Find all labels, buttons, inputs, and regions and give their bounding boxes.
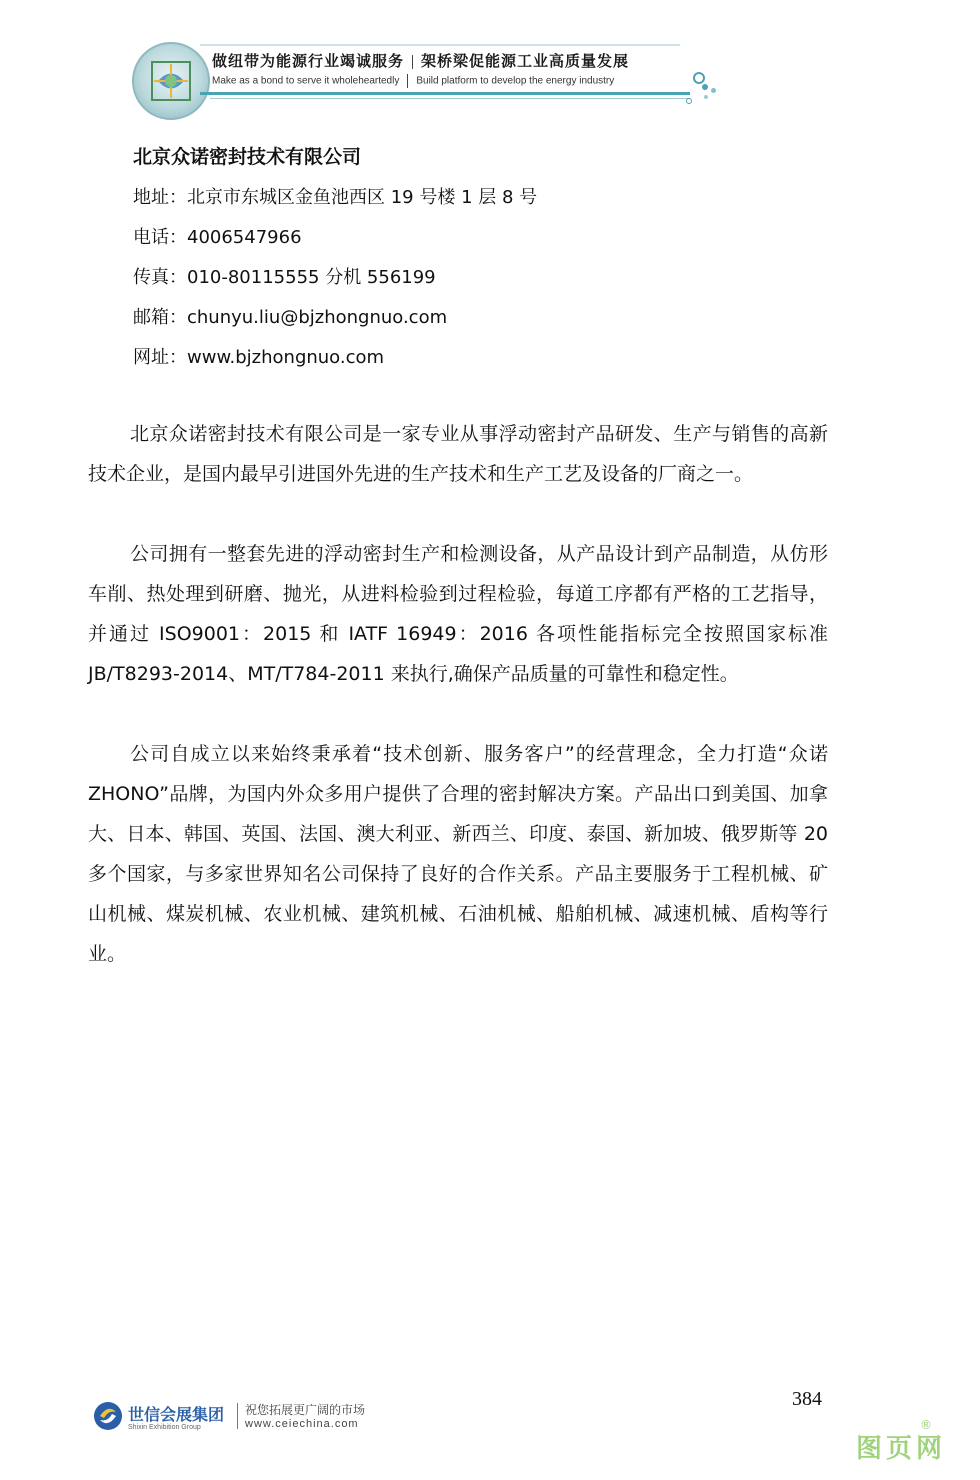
decor-dot — [693, 72, 705, 84]
header-slogan-en-left: Make as a bond to serve it wholeheartedly — [212, 75, 400, 87]
header-separator — [412, 55, 413, 69]
body-paragraph: 公司自成立以来始终秉承着“技术创新、服务客户”的经营理念，全力打造“众诺 ZHONO”品牌，为国内外众多用户提供了合理的密封解决方案。产品出口到美国、加拿大、日本、韩国、英国、法国、澳大利亚、新西兰、印度、泰国、新加坡、俄罗斯等 20 多个国家，与多家世界知名公司保持了良好的合作关系。产品主要服务于工程机械、矿山机械、煤炭机械、农业机械、建筑机械、石油机械、船舶机械、减速机械、盾构等行业。 — [88, 743, 828, 965]
header-slogan-cn — [212, 50, 629, 71]
body-paragraph: 公司拥有一整套先进的浮动密封生产和检测设备，从产品设计到产品制造，从仿形车削、热处理到研磨、抛光，从进料检验到过程检验，每道工序都有严格的工艺指导，并通过 ISO9001：2015 和 IATF 16949：2016 各项性能指标完全按照国家标准 JB/T8293-2014、MT/T784-2011 来执行,确保产品质量的可靠性和稳定性。 — [88, 543, 828, 685]
page-number: 384 — [792, 1388, 822, 1410]
company-name: 北京众诺密封技术有限公司 — [133, 146, 362, 168]
header-slogan-cn-left: 做纽带为能源行业竭诚服务 — [212, 52, 405, 70]
organization-logo — [132, 42, 210, 120]
decor-dot — [702, 84, 708, 90]
header-divider-top — [200, 44, 680, 46]
header-slogan-en — [212, 74, 614, 88]
footer-slogan: 祝您拓展更广阔的市场 — [245, 1403, 366, 1417]
logo-emblem-icon — [148, 58, 194, 104]
company-email: 邮箱：chunyu.liu@bjzhongnuo.com — [133, 307, 448, 328]
header-separator — [407, 74, 408, 88]
footer-brand-name: 世信会展集团 — [128, 1405, 225, 1424]
decor-dot — [686, 98, 692, 104]
decor-dot — [704, 95, 708, 99]
company-website: 网址：www.bjzhongnuo.com — [133, 347, 385, 368]
footer-url: www.ceiechina.com — [245, 1418, 359, 1430]
watermark: 图页网 — [856, 1434, 947, 1464]
company-address: 地址：北京市东城区金鱼池西区 19 号楼 1 层 8 号 — [133, 187, 538, 208]
watermark-registered-mark: ® — [920, 1418, 932, 1432]
header-divider-thin — [210, 98, 690, 99]
company-fax: 传真：010-80115555 分机 556199 — [133, 267, 436, 288]
header-divider — [200, 92, 690, 95]
decor-dot — [711, 88, 716, 93]
shixin-logo-icon — [92, 1400, 124, 1432]
footer-divider — [237, 1403, 238, 1429]
company-phone: 电话：4006547966 — [133, 227, 302, 248]
header-slogan-cn-right: 架桥梁促能源工业高质量发展 — [421, 52, 630, 70]
footer-brand-en: Shixin Exhibition Group — [128, 1424, 201, 1431]
header-slogan-en-right: Build platform to develop the energy industry — [416, 75, 615, 87]
page-header — [0, 0, 980, 130]
body-paragraph: 北京众诺密封技术有限公司是一家专业从事浮动密封产品研发、生产与销售的高新技术企业，是国内最早引进国外先进的生产技术和生产工艺及设备的厂商之一。 — [88, 423, 828, 485]
